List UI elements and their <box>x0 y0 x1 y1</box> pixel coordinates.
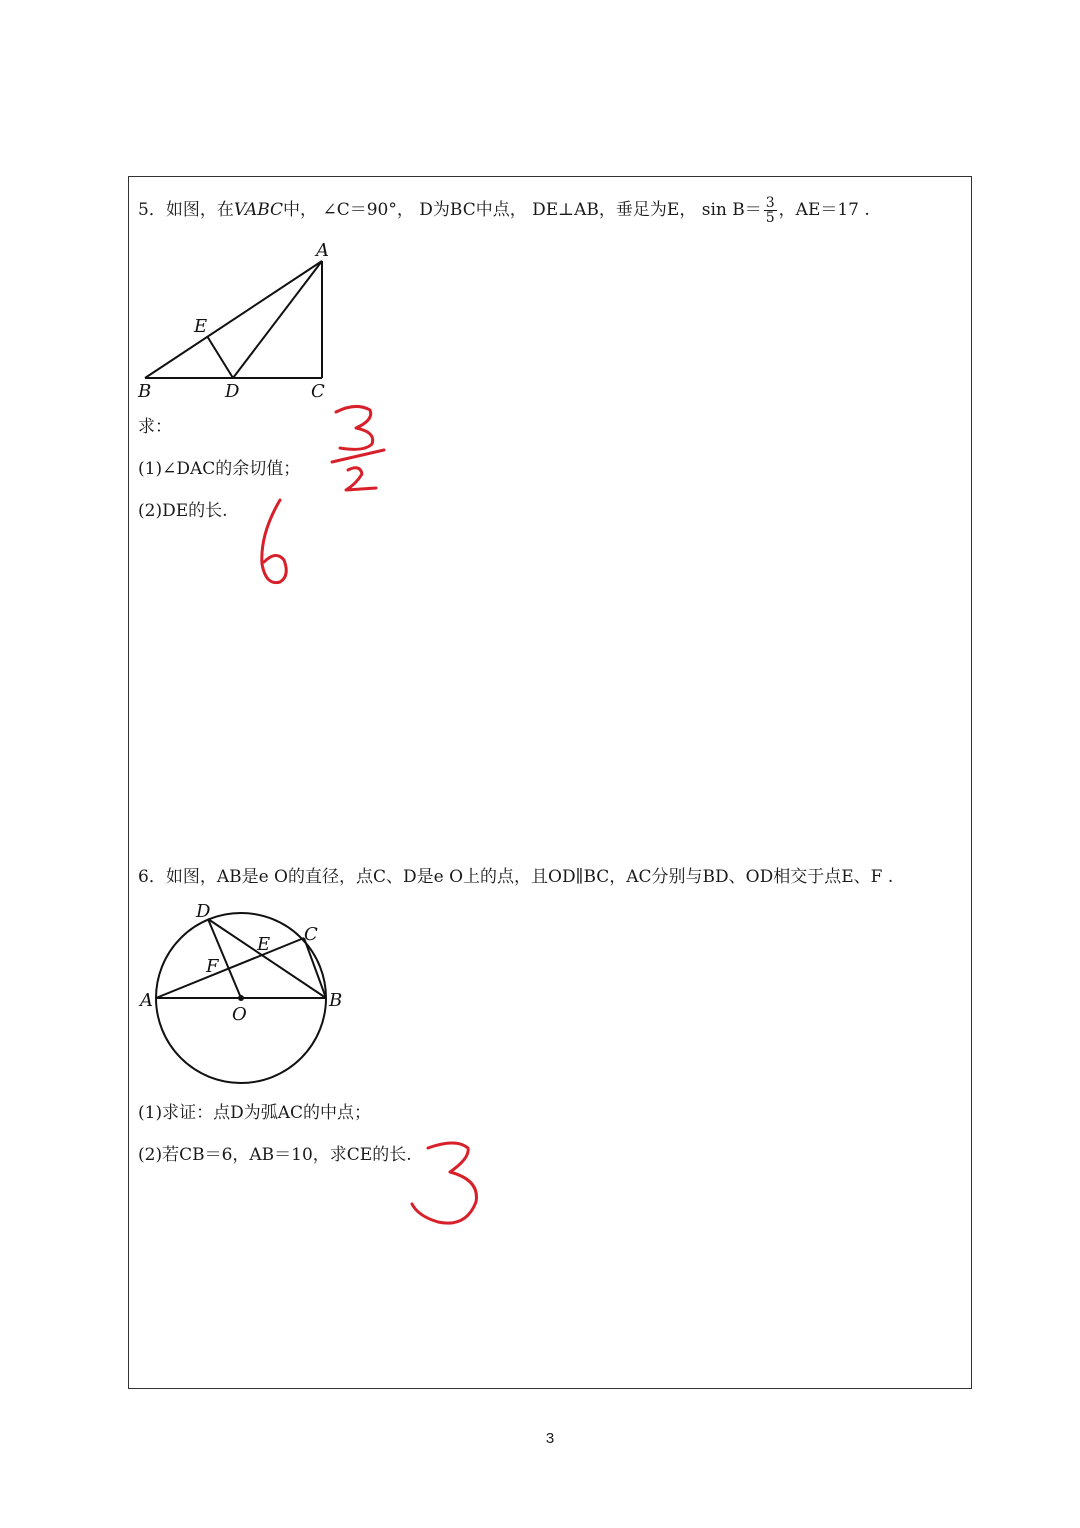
label-F: F <box>206 956 219 977</box>
label-B: B <box>329 990 343 1011</box>
label-C: C <box>311 381 325 402</box>
q5-ask: 求： <box>138 417 172 437</box>
q6-part1: (1)求证：点D为弧AC的中点； <box>138 1103 371 1123</box>
label-O: O <box>232 1004 247 1025</box>
label-A: A <box>140 990 153 1011</box>
q5-stem: 5．如图，在VABC中， ∠C＝90°， D为BC中点， DE⊥AB，垂足为E， sin B＝ $\frac{3}{5}$ ，AE＝17 . <box>138 195 870 226</box>
label-D: D <box>225 381 240 402</box>
q5-part1: (1)∠DAC的余切值； <box>138 459 301 479</box>
sinb-fraction: $\frac{3}{5}$ <box>765 195 775 226</box>
q5-part2: (2)DE的长. <box>138 501 228 521</box>
handwritten-answer-3-over-2 <box>326 398 396 498</box>
label-E: E <box>194 316 208 337</box>
label-C: C <box>304 924 318 945</box>
handwritten-answer-3 <box>404 1134 494 1234</box>
q5-triangle-figure <box>130 236 350 406</box>
label-B: B <box>138 381 152 402</box>
page-number: 3 <box>545 1430 555 1447</box>
label-A: A <box>316 240 329 261</box>
label-D: D <box>196 901 211 922</box>
label-E: E <box>257 934 271 955</box>
q6-stem: 6．如图，AB是e O的直径，点C、D是e O上的点，且OD∥BC，AC分别与BD、OD相交于点E、F . <box>138 867 894 887</box>
handwritten-answer-6 <box>252 494 302 594</box>
q6-circle-figure <box>136 898 356 1088</box>
q6-part2: (2)若CB＝6，AB＝10，求CE的长. <box>138 1145 412 1165</box>
